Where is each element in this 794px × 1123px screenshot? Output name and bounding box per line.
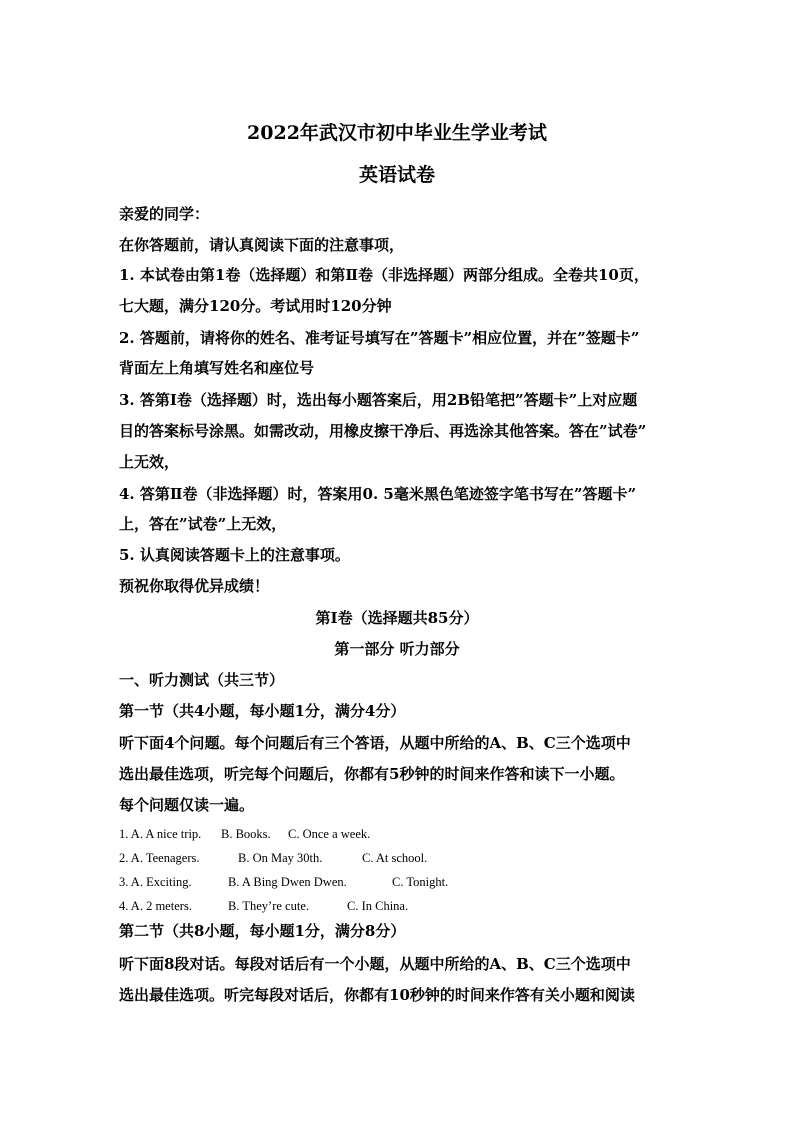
- instruction-1-line-1: 1. 本试卷由第1卷（选择题）和第Ⅱ卷（非选择题）两部分组成。全卷共10页，: [119, 266, 649, 284]
- instruction-2-line-2: 背面左上角填写姓名和座位号: [119, 359, 315, 377]
- question-4: [119, 897, 408, 915]
- instruction-2-line-1: 2. 答题前，请将你的姓名、准考证号填写在”答题卡”相应位置，并在”签题卡”: [119, 329, 640, 347]
- question-3-option-c: C. Tonight.: [392, 875, 449, 889]
- question-3-option-a: 3. A. Exciting.: [119, 875, 192, 889]
- question-4-option-a: 4. A. 2 meters.: [119, 899, 192, 913]
- instruction-3-line-2: 目的答案标号涂黑。如需改动，用橡皮擦干净后、再选涂其他答案。答在”试卷”: [119, 422, 647, 440]
- part-heading: 第一部分 听力部分: [334, 640, 460, 658]
- section-2-directions-line-2: 选出最佳选项。听完每段对话后，你都有10秒钟的时间来作答有关小题和阅读: [119, 986, 635, 1004]
- question-4-option-c: C. In China.: [347, 899, 409, 913]
- question-3: [119, 873, 448, 891]
- question-1-option-a: 1. A. A nice trip.: [119, 827, 202, 841]
- exam-title: 2022年武汉市初中毕业生学业考试: [247, 122, 547, 144]
- question-1-option-c: C. Once a week.: [288, 827, 371, 841]
- instruction-4-line-1: 4. 答第Ⅱ卷（非选择题）时，答案用0. 5毫米黑色笔迹签字笔书写在”答题卡”: [119, 485, 637, 503]
- instruction-5: 5. 认真阅读答题卡上的注意事项。: [119, 546, 350, 564]
- instruction-3-line-1: 3. 答第Ⅰ卷（选择题）时，选出每小题答案后，用2B铅笔把”答题卡”上对应题: [119, 391, 638, 409]
- greeting: 亲爱的同学：: [119, 205, 210, 223]
- volume-heading: 第Ⅰ卷（选择题共85分）: [315, 609, 479, 627]
- listening-test-heading: 一、听力测试（共三节）: [119, 671, 285, 689]
- question-4-option-b: B. They’re cute.: [228, 899, 309, 913]
- question-2: [119, 849, 427, 867]
- exam-subtitle: 英语试卷: [358, 164, 435, 186]
- good-luck-wish: 预祝你取得优异成绩！: [119, 577, 270, 595]
- section-1-directions-line-1: 听下面4个问题。每个问题后有三个答语，从题中所给的A、B、C三个选项中: [119, 734, 631, 752]
- question-3-option-b: B. A Bing Dwen Dwen.: [228, 875, 347, 889]
- question-2-option-c: C. At school.: [362, 851, 428, 865]
- question-2-option-b: B. On May 30th.: [238, 851, 323, 865]
- section-1-directions-line-3: 每个问题仅读一遍。: [119, 796, 255, 814]
- section-2-directions-line-1: 听下面8段对话。每段对话后有一个小题，从题中所给的A、B、C三个选项中: [119, 955, 631, 973]
- question-1: [119, 825, 370, 843]
- instruction-4-line-2: 上，答在”试卷”上无效，: [119, 515, 287, 533]
- question-2-option-a: 2. A. Teenagers.: [119, 851, 200, 865]
- section-2-heading: 第二节（共8小题，每小题1分，满分8分）: [119, 922, 406, 940]
- instruction-3-line-3: 上无效，: [119, 453, 180, 471]
- question-1-option-b: B. Books.: [221, 827, 271, 841]
- section-1-heading: 第一节（共4小题，每小题1分，满分4分）: [119, 702, 406, 720]
- section-1-directions-line-2: 选出最佳选项，听完每个问题后，你都有5秒钟的时间来作答和读下一小题。: [119, 765, 625, 783]
- instructions-intro: 在你答题前，请认真阅读下面的注意事项，: [119, 236, 405, 254]
- instruction-1-line-2: 七大题，满分120分。考试用时120分钟: [119, 297, 392, 315]
